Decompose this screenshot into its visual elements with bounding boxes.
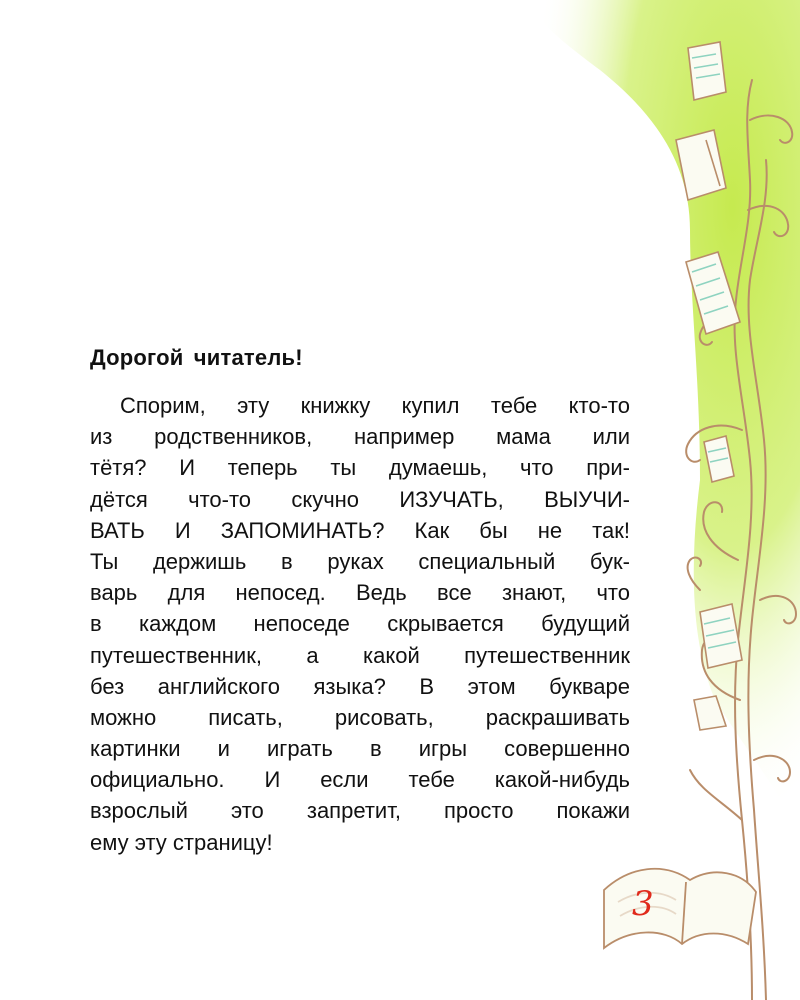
paragraph-line: Ты держишь в руках специальный бук- xyxy=(90,548,630,574)
paragraph-line: Спорим, эту книжку купил тебе кто-то xyxy=(120,393,630,418)
paragraph-line: в каждом непоседе скрывается будущий xyxy=(90,611,630,637)
paragraph-line: путешественник, а какой путешественник xyxy=(90,642,630,668)
paragraph-line: без английского языка? В этом букваре xyxy=(90,673,630,699)
page-heading: Дорогой читатель! xyxy=(90,345,303,370)
paragraph-line: дётся что-то скучно ИЗУЧАТЬ, ВЫУЧИ- xyxy=(90,486,630,512)
paragraph-line: взрослый это запретит, просто покажи xyxy=(90,798,630,824)
paragraph-line: из родственников, например мама или xyxy=(90,424,630,450)
paragraph-line: официально. И если тебе какой-нибудь xyxy=(90,767,630,793)
page-number: 3 xyxy=(632,884,654,924)
body-paragraph xyxy=(90,390,630,858)
paragraph-line: варь для непосед. Ведь все знают, что xyxy=(90,580,630,606)
open-book-icon xyxy=(604,869,756,948)
paragraph-line: ВАТЬ И ЗАПОМИНАТЬ? Как бы не так! xyxy=(90,517,630,543)
paragraph-line: ему эту страницу! xyxy=(90,829,273,855)
paragraph-line: можно писать, рисовать, раскрашивать xyxy=(90,704,630,730)
paragraph-line: картинки и играть в игры совершенно xyxy=(90,736,630,762)
paragraph-line: тётя? И теперь ты думаешь, что при- xyxy=(90,455,630,481)
